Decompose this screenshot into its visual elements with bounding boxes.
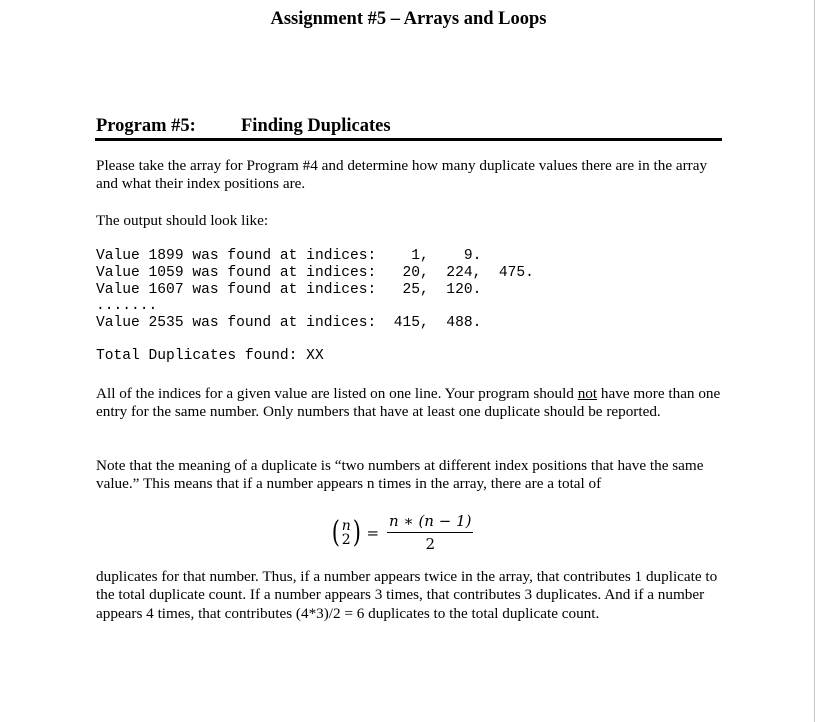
sample-line: Value 1607 was found at indices: 25, 120. [96,282,482,298]
emphasis-not: not [577,385,598,402]
binom-top: n [341,517,351,534]
output-label: The output should look like: [96,212,269,229]
sample-ellipsis: ....... [96,298,158,314]
combination-formula [330,512,473,553]
binom-bottom: 2 [341,531,351,548]
fraction [387,512,473,553]
duplicate-definition-paragraph: Note that the meaning of a duplicate is “two numbers at different index positions that have the same value.” This means that if a number appears n times in the array, there are a total of [96,457,704,493]
text: have more than one entry for the same number. Only numbers that have at least one duplicate should be reported. [96,385,721,421]
duplicates-explanation-paragraph: duplicates for that number. Thus, if a number appears twice in the array, that contributes 1 duplicate to the total duplicate count. If a number appears 3 times, that contributes 3 duplicates. And if a number appears 4 times, that contributes (4*3)/2 = 6 duplicates to the total duplicate count. [96,568,718,622]
section-rule [95,138,722,141]
page-edge [814,0,815,722]
equals-sign: = [366,523,380,542]
text: All of the indices for a given value are listed on one line. Your program should [96,385,578,402]
document-title: Assignment #5 – Arrays and Loops [270,9,547,29]
intro-paragraph: Please take the array for Program #4 and determine how many duplicate values there are in the array and what their index positions are. [96,157,708,193]
sample-line: Value 1059 was found at indices: 20, 224, 475. [96,265,534,281]
denominator: 2 [425,535,436,553]
sample-line: Value 2535 was found at indices: 415, 488. [96,315,482,331]
program-name: Finding Duplicates [241,116,391,136]
binomial [330,514,362,550]
sample-total: Total Duplicates found: XX [96,348,324,364]
left-paren: ( [331,514,340,550]
numerator: n ∗ (n − 1) [387,512,473,533]
right-paren: ) [352,514,361,550]
program-label: Program #5: [96,116,196,136]
sample-line: Value 1899 was found at indices: 1, 9. [96,248,482,264]
indices-paragraph [96,385,726,422]
